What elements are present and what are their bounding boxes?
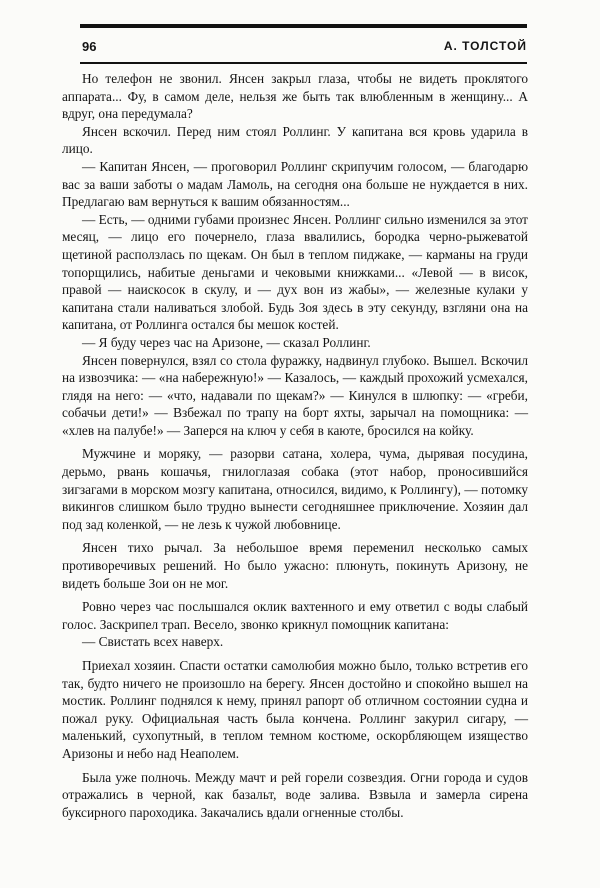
body-text	[62, 70, 528, 821]
paragraph: Янсен тихо рычал. За небольшое время переменил несколько самых противоречивых решений. Но было ужасно: плюнуть, покинуть Аризону, не видеть больше Зои он не мог.	[62, 540, 528, 591]
paragraph: Ровно через час послышался оклик вахтенного и ему ответил с воды слабый голос. Заскрипел трап. Весело, звонко крикнул помощник капитана:	[62, 599, 528, 632]
page-number: 96	[82, 39, 97, 54]
paragraph: Янсен вскочил. Перед ним стоял Роллинг. У капитана вся кровь ударила в лицо.	[62, 123, 528, 157]
paragraph: Была уже полночь. Между мачт и рей горели созвездия. Огни города и судов отражались в черной, как базальт, воде залива. Взвыла и замерла сирена буксирного пароходика. Закачались вдали огненные столбы.	[62, 769, 528, 820]
paragraph: — Есть, — одними губами произнес Янсен. Роллинг сильно изменился за этот месяц, — лицо его почернело, глаза ввалились, бородка черно-рыжеватой щетиной расползлась по щекам. Он был в теплом пиджаке, — карманы на груди топорщились, набитые деньгами и чековыми книжками... «Левой — в висок, правой — наискосок в скулу, и — дух вон из жабы», — железные кулаки у капитана стали наливаться злобой. Будь Зоя здесь в эту секунду, взгляни она на капитана, от Роллинга остался бы мешок костей.	[62, 211, 528, 333]
paragraph: Но телефон не звонил. Янсен закрыл глаза, чтобы не видеть проклятого аппарата... Фу, в самом деле, нельзя же быть так влюбленным в женщину... А вдруг, она передумала?	[62, 71, 528, 122]
paragraph: — Свистать всех наверх.	[82, 634, 224, 650]
paragraph: Приехал хозяин. Спасти остатки самолюбия можно было, только встретив его так, будто ничего не произошло на берегу. Янсен достойно и спокойно вышел на мостик. Роллинг поднялся к нему, принял рапорт об отличном состоянии судна и пожал руку. Официальная часть была кончена. Роллинг закурил сигару, — маленький, сухопутный, в теплом темном костюме, оскорбляющем изящество Аризоны и небо над Неаполем.	[62, 658, 528, 761]
paragraph: Янсен повернулся, взял со стола фуражку, надвинул глубоко. Вышел. Вскочил на извозчика: — «на набережную!» — Казалось, — каждый прохожий усмехался, глядя на него: — «что, надавали по щекам?» — Кинулся в шлюпку: — «греби, собачьи дети!» — Взбежал по трапу на борт яхты, зарычал на помощника: — «хлев на палубе!» — Заперся на ключ у себя в каюте, бросился на койку.	[62, 352, 528, 438]
header-rule-thick	[80, 24, 527, 28]
header-rule-thin	[80, 62, 527, 64]
paragraph: — Я буду через час на Аризоне, — сказал Роллинг.	[82, 334, 371, 350]
running-head-author: А. ТОЛСТОЙ	[443, 39, 527, 53]
paragraph: Мужчине и моряку, — разорви сатана, холера, чума, дырявая посудина, дерьмо, рвань кошачья, гнилоглазая собака (этот набор, проносившийся зигзагами в морском мозгу капитана, относился, видимо, к Роллингу), — потомку викингов слишком было трудно вынести сегодняшнее приключение. Хозяин дал под зад коленкой, — не лезь к чужой любовнице.	[62, 446, 528, 532]
paragraph: — Капитан Янсен, — проговорил Роллинг скрипучим голосом, — благодарю вас за ваши заботы о мадам Ламоль, на сегодня она больше не нуждается в них. Предлагаю вам вернуться к вашим обязанностям...	[62, 158, 528, 210]
